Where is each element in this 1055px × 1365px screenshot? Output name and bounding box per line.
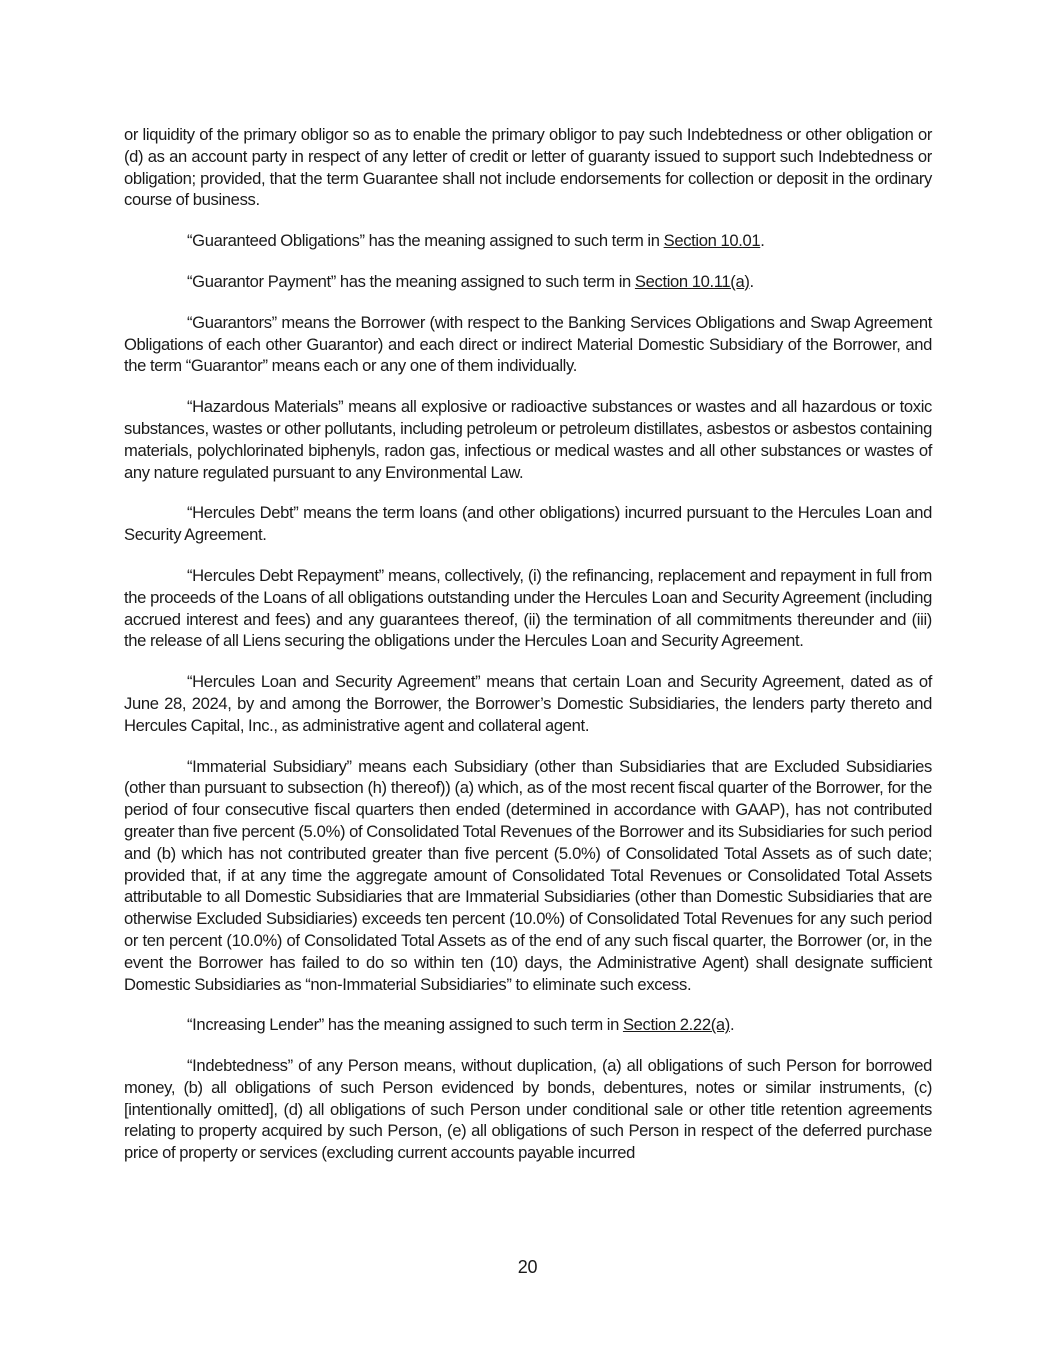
paragraph-text: “Guarantors” means the Borrower (with respect to the Banking Services Obligations and Swap Agreement Obligations of each other Guarantor) and each direct or indirect Material Domestic Subsidiary of the Borrower, and the term “Guarantor” means each or any one of them individually. [124,312,932,376]
section-reference: Section 10.11(a) [634,271,750,291]
paragraph-text: . [760,231,765,251]
paragraph-text: . [729,1015,735,1035]
paragraph [124,312,932,377]
paragraph-text: or liquidity of the primary obligor so as to enable the primary obligor to pay such Indebtedness or other obligation or (d) as an account party in respect of any letter of credit or letter of guaranty issued to support such Indebtedness or obligation; provided, that the term Guarantee shall not include endorsements for collection or deposit in the ordinary course of business. [124,125,932,210]
paragraph [124,230,932,252]
paragraph-text: “Guaranteed Obligations” has the meaning assigned to such term in [187,231,664,251]
paragraph-text: “Hercules Debt” means the term loans (and other obligations) incurred pursuant to the Hercules Loan and Security Agreement. [124,503,932,545]
paragraph-text: “Indebtedness” of any Person means, without duplication, (a) all obligations of such Person for borrowed money, (b) all obligations of such Person evidenced by bonds, debentures, notes or similar instruments, (c) [intentionally omitted], (d) all obligations of such Person under conditional sale or other title retention agreements relating to property acquired by such Person, (e) all obligations of such Person in respect of the deferred purchase price of property or services (excluding current accounts payable incurred [124,1056,932,1163]
paragraph [124,1055,932,1164]
paragraph-text: . [749,271,754,291]
paragraph-text: “Immaterial Subsidiary” means each Subsidiary (other than Subsidiaries that are Excluded Subsidiaries (other than pursuant to subsection (h) thereof)) (a) which, as of the most recent fiscal quarter of the Borrower, for the period of four consecutive fiscal quarters then ended (determined in accordance with GAAP), has not contributed greater than five percent (5.0%) of Consolidated Total Revenues of the Borrower and its Subsidiaries for such period and (b) which has not contributed greater than five percent (5.0%) of Consolidated Total Assets as of such date; provided that, if at any time the aggregate amount of Consolidated Total Revenues or Consolidated Total Assets attributable to all Domestic Subsidiaries that are Immaterial Subsidiaries (other than Domestic Subsidiaries that are otherwise Excluded Subsidiaries) exceeds ten percent (10.0%) of Consolidated Total Revenues for any such period or ten percent (10.0%) of Consolidated Total Assets as of the end of any such fiscal quarter, the Borrower (or, in the event the Borrower has failed to do so within ten (10) days, the Administrative Agent) shall designate sufficient Domestic Subsidiaries as “non-Immaterial Subsidiaries” to eliminate such excess. [124,756,932,994]
paragraph-text: “Hercules Debt Repayment” means, collectively, (i) the refinancing, replacement and repayment in full from the proceeds of the Loans of all obligations outstanding under the Hercules Loan and Security Agreement (including accrued interest and fees) and any guarantees thereof, (ii) the termination of all commitments thereunder and (iii) the release of all Liens securing the obligations under the Hercules Loan and Security Agreement. [124,565,932,651]
paragraph-text: “Guarantor Payment” has the meaning assigned to such term in [187,271,635,291]
paragraph [124,565,932,652]
paragraph [124,502,932,546]
paragraph [124,671,932,736]
paragraph [124,1014,932,1036]
paragraph-text: “Hazardous Materials” means all explosive or radioactive substances or wastes and all hazardous or toxic substances, wastes or other pollutants, including petroleum or petroleum distillates, asbestos or asbestos containing materials, polychlorinated biphenyls, radon gas, infectious or medical wastes and all other substances or wastes of any nature regulated pursuant to any Environmental Law. [124,397,932,482]
paragraph-text: “Increasing Lender” has the meaning assigned to such term in [187,1015,623,1035]
section-reference: Section 10.01 [663,231,761,251]
page-number: 20 [517,1257,538,1277]
paragraph [124,396,932,483]
paragraph [124,271,932,293]
paragraph-text: “Hercules Loan and Security Agreement” means that certain Loan and Security Agreement, dated as of June 28, 2024, by and among the Borrower, the Borrower’s Domestic Subsidiaries, the lenders party thereto and Hercules Capital, Inc., as administrative agent and collateral agent. [124,672,932,735]
section-reference: Section 2.22(a) [622,1015,730,1035]
paragraph [124,756,932,996]
paragraph [124,124,932,211]
document-body [124,124,932,1183]
